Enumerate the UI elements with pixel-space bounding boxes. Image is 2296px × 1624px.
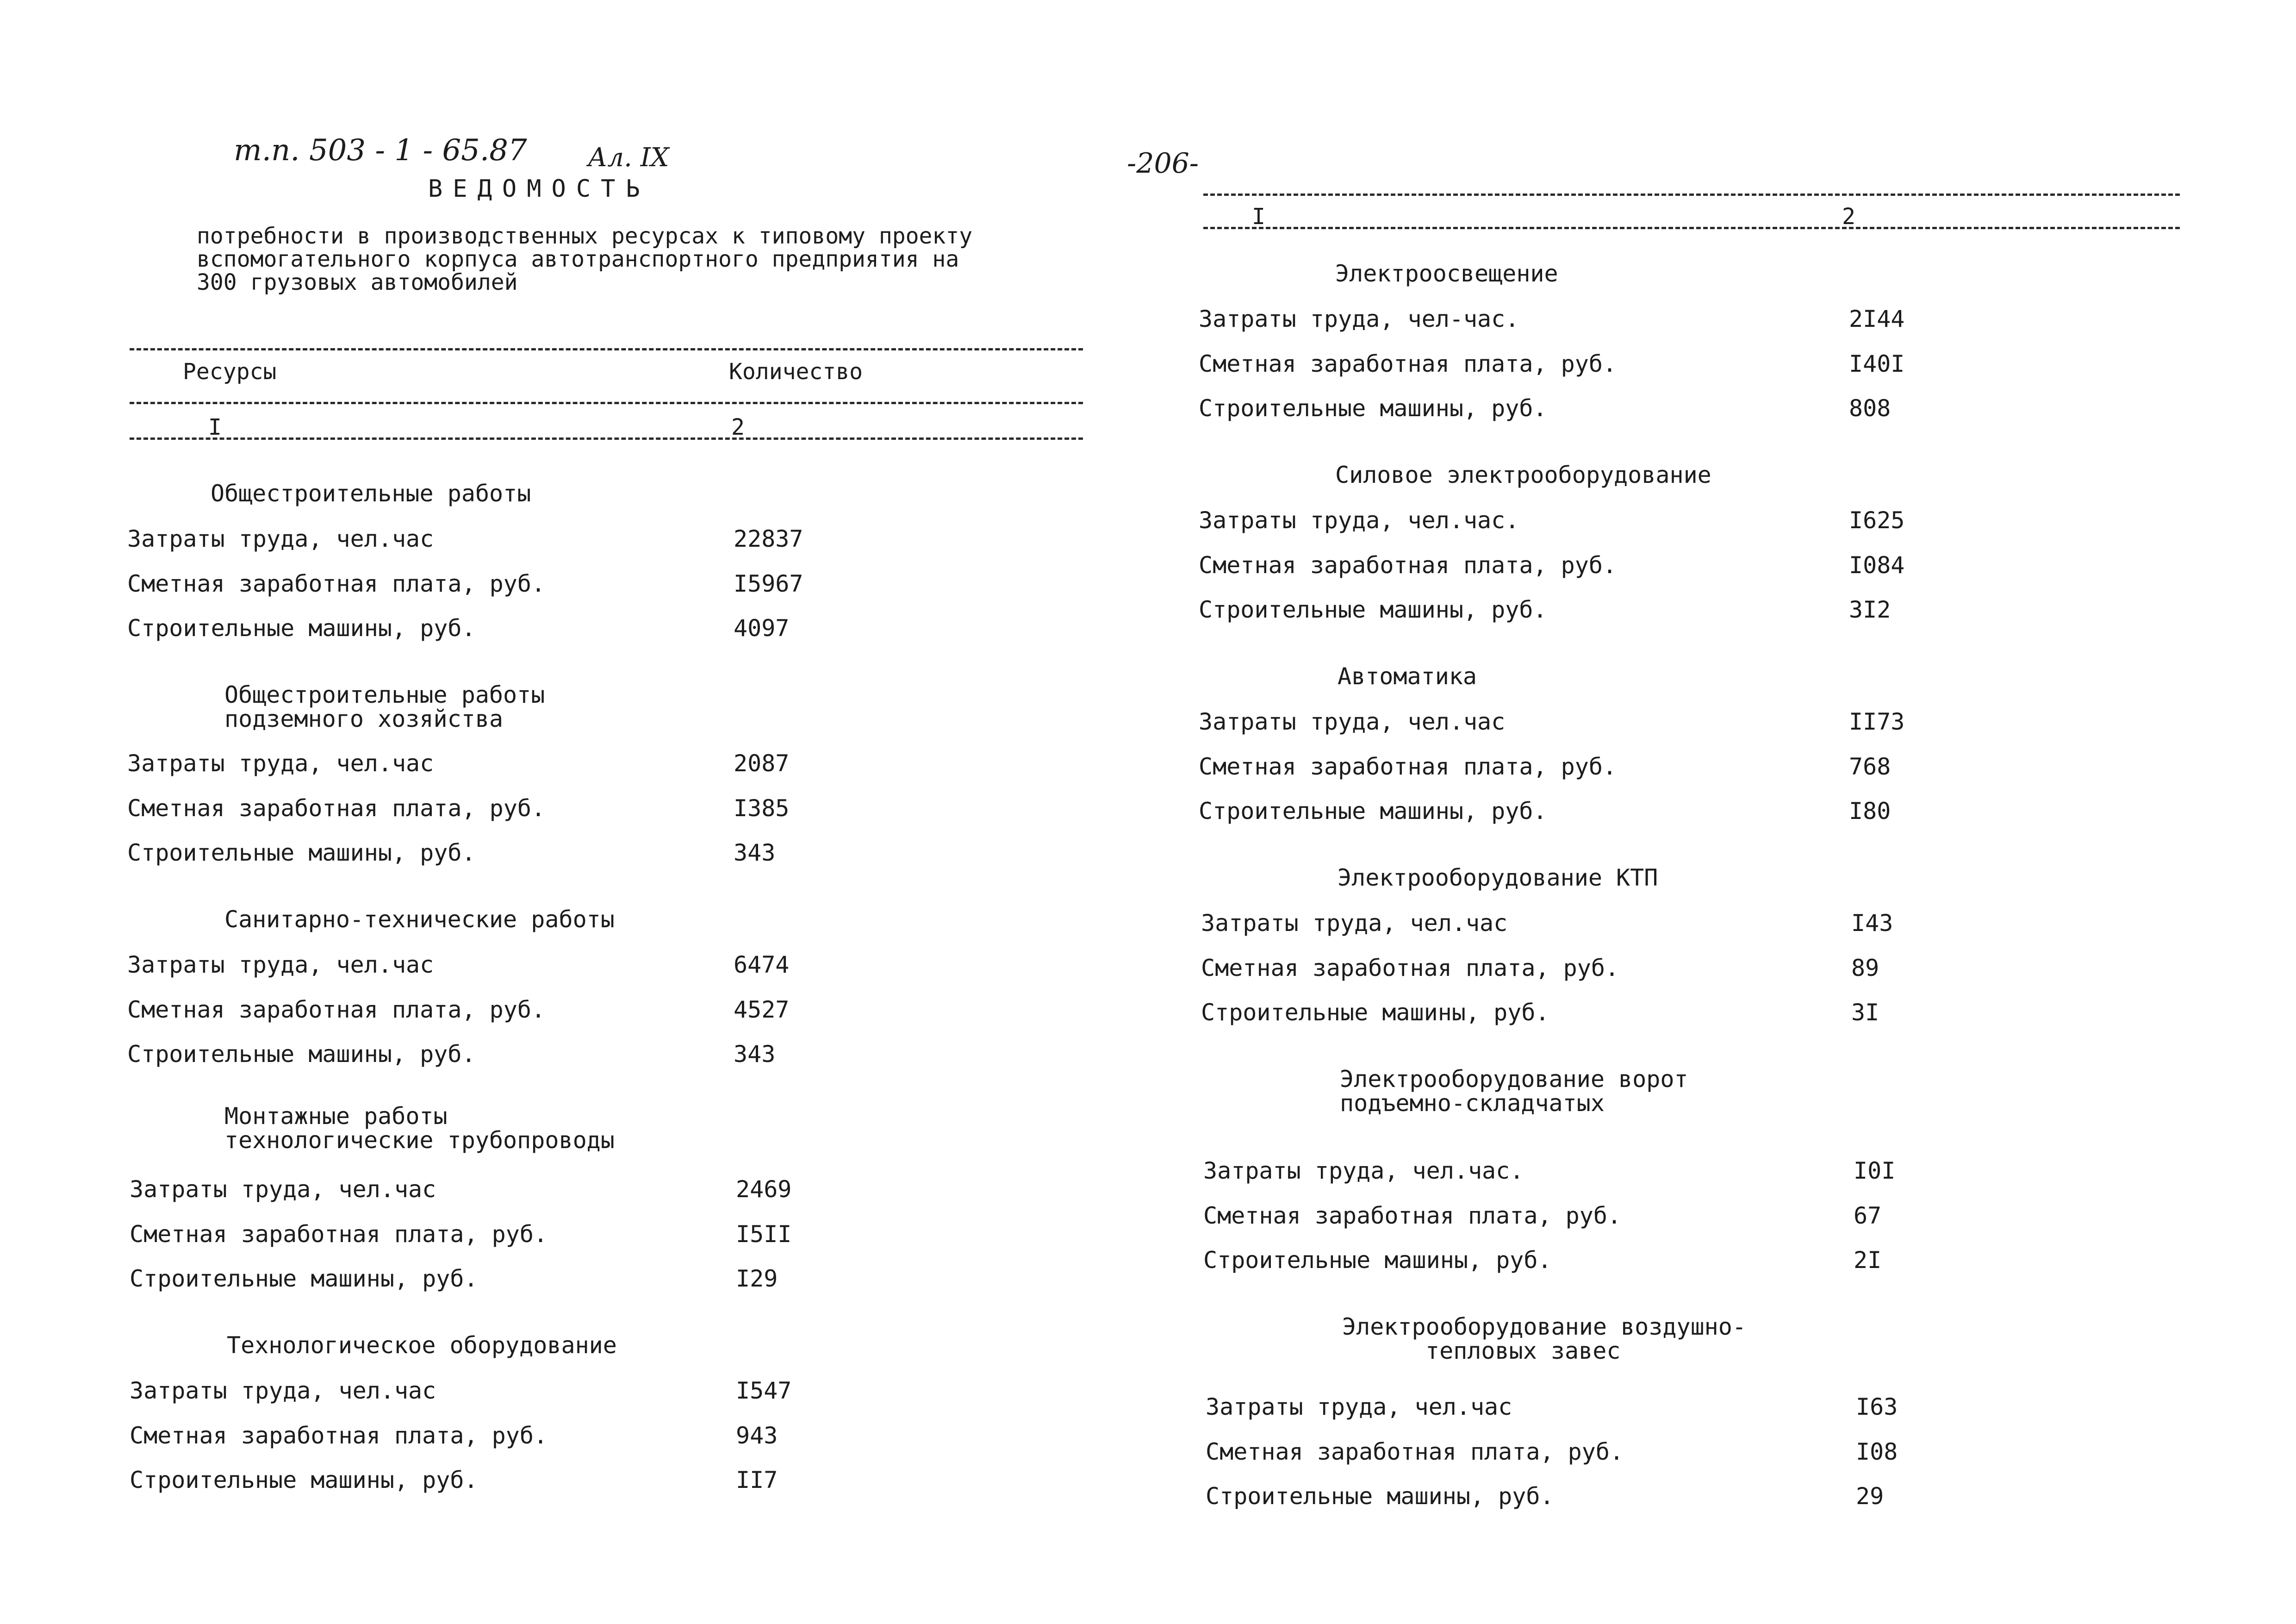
subtitle-line-3: 300 грузовых автомобилей xyxy=(197,269,518,295)
section-title: Технологическое оборудование xyxy=(227,1332,617,1359)
column-header-quantity: Количество xyxy=(729,359,863,385)
section-title: Общестроительные работы xyxy=(211,480,531,507)
section-title: Общестроительные работы подземного хозяйства xyxy=(224,681,545,732)
project-reference: т.п. 503 - 1 - 65.87 xyxy=(234,133,527,168)
section-title: Автоматика xyxy=(1338,663,1477,690)
section-title: Монтажные работы технологические трубопроводы xyxy=(224,1103,615,1154)
column-number-1: I xyxy=(208,414,222,440)
column-header-resources: Ресурсы xyxy=(183,359,277,385)
document-title: ВЕДОМОСТЬ xyxy=(428,175,650,203)
column-number-2: 2 xyxy=(731,414,745,440)
section-title: Санитарно-технические работы xyxy=(224,906,615,933)
section-title: Электрооборудование воздушно- тепловых завес xyxy=(1342,1313,1746,1364)
subtitle-line-2: вспомогательного корпуса автотранспортного предприятия на xyxy=(197,246,959,272)
section-title: Электрооборудование ворот подъемно-складчатых xyxy=(1340,1066,1688,1117)
section-title: Электроосвещение xyxy=(1335,260,1558,287)
right-column: Электроосвещение Затраты труда, чел-час. 2I44 Сметная заработная плата, руб. I40I Строительные машины, руб. 808 Силовое электрооборудование Затраты труда, чел.час. I625 Сметная заработная плата, руб. I084 Строительные машины, руб. 3I2 Автоматика Затраты труда, чел.час II73 Сметная заработная плата, руб. 768 Строительные машины, руб. I80 Электрооборудование КТП Затраты труда, чел.час I43 Сметная заработная плата, руб. 89 Строительные машины, руб. 3I Электрооборудование ворот подъемно-складчатых Затраты труда, чел.час. I0I Сметная заработная плата, руб. 67 Строительные машины, руб. 2I Электрооборудование воздушно- тепловых завес Затраты труда, чел.час I63 Сметная заработная плата, руб. I08 Строительные машины, руб. 29 xyxy=(1199,260,1905,1510)
album-number: Ал. IX xyxy=(588,143,669,173)
section-title: Электрооборудование КТП xyxy=(1338,864,1658,891)
left-column: Общестроительные работы Затраты труда, чел.час 22837 Сметная заработная плата, руб. I5967 Строительные машины, руб. 4097 Общестроительные работы подземного хозяйства Затраты труда, чел.час 2087 Сметная заработная плата, руб. I385 Строительные машины, руб. 343 Санитарно-технические работы Затраты труда, чел.час 6474 Сметная заработная плата, руб. 4527 Строительные машины, руб. 343 Монтажные работы технологические трубопроводы Затраты труда, чел.час 2469 Сметная заработная плата, руб. I5II Строительные машины, руб. I29 Технологическое оборудование Затраты труда, чел.час I547 Сметная заработная плата, руб. 943 Строительные машины, руб. II7 xyxy=(127,480,803,1493)
right-column-number-2: 2 xyxy=(1842,204,1855,230)
page-number: -206- xyxy=(1127,147,1199,180)
right-column-number-1: I xyxy=(1252,204,1265,230)
section-title: Силовое электрооборудование xyxy=(1335,462,1711,488)
subtitle-line-1: потребности в производственных ресурсах к типовому проекту xyxy=(197,223,973,249)
